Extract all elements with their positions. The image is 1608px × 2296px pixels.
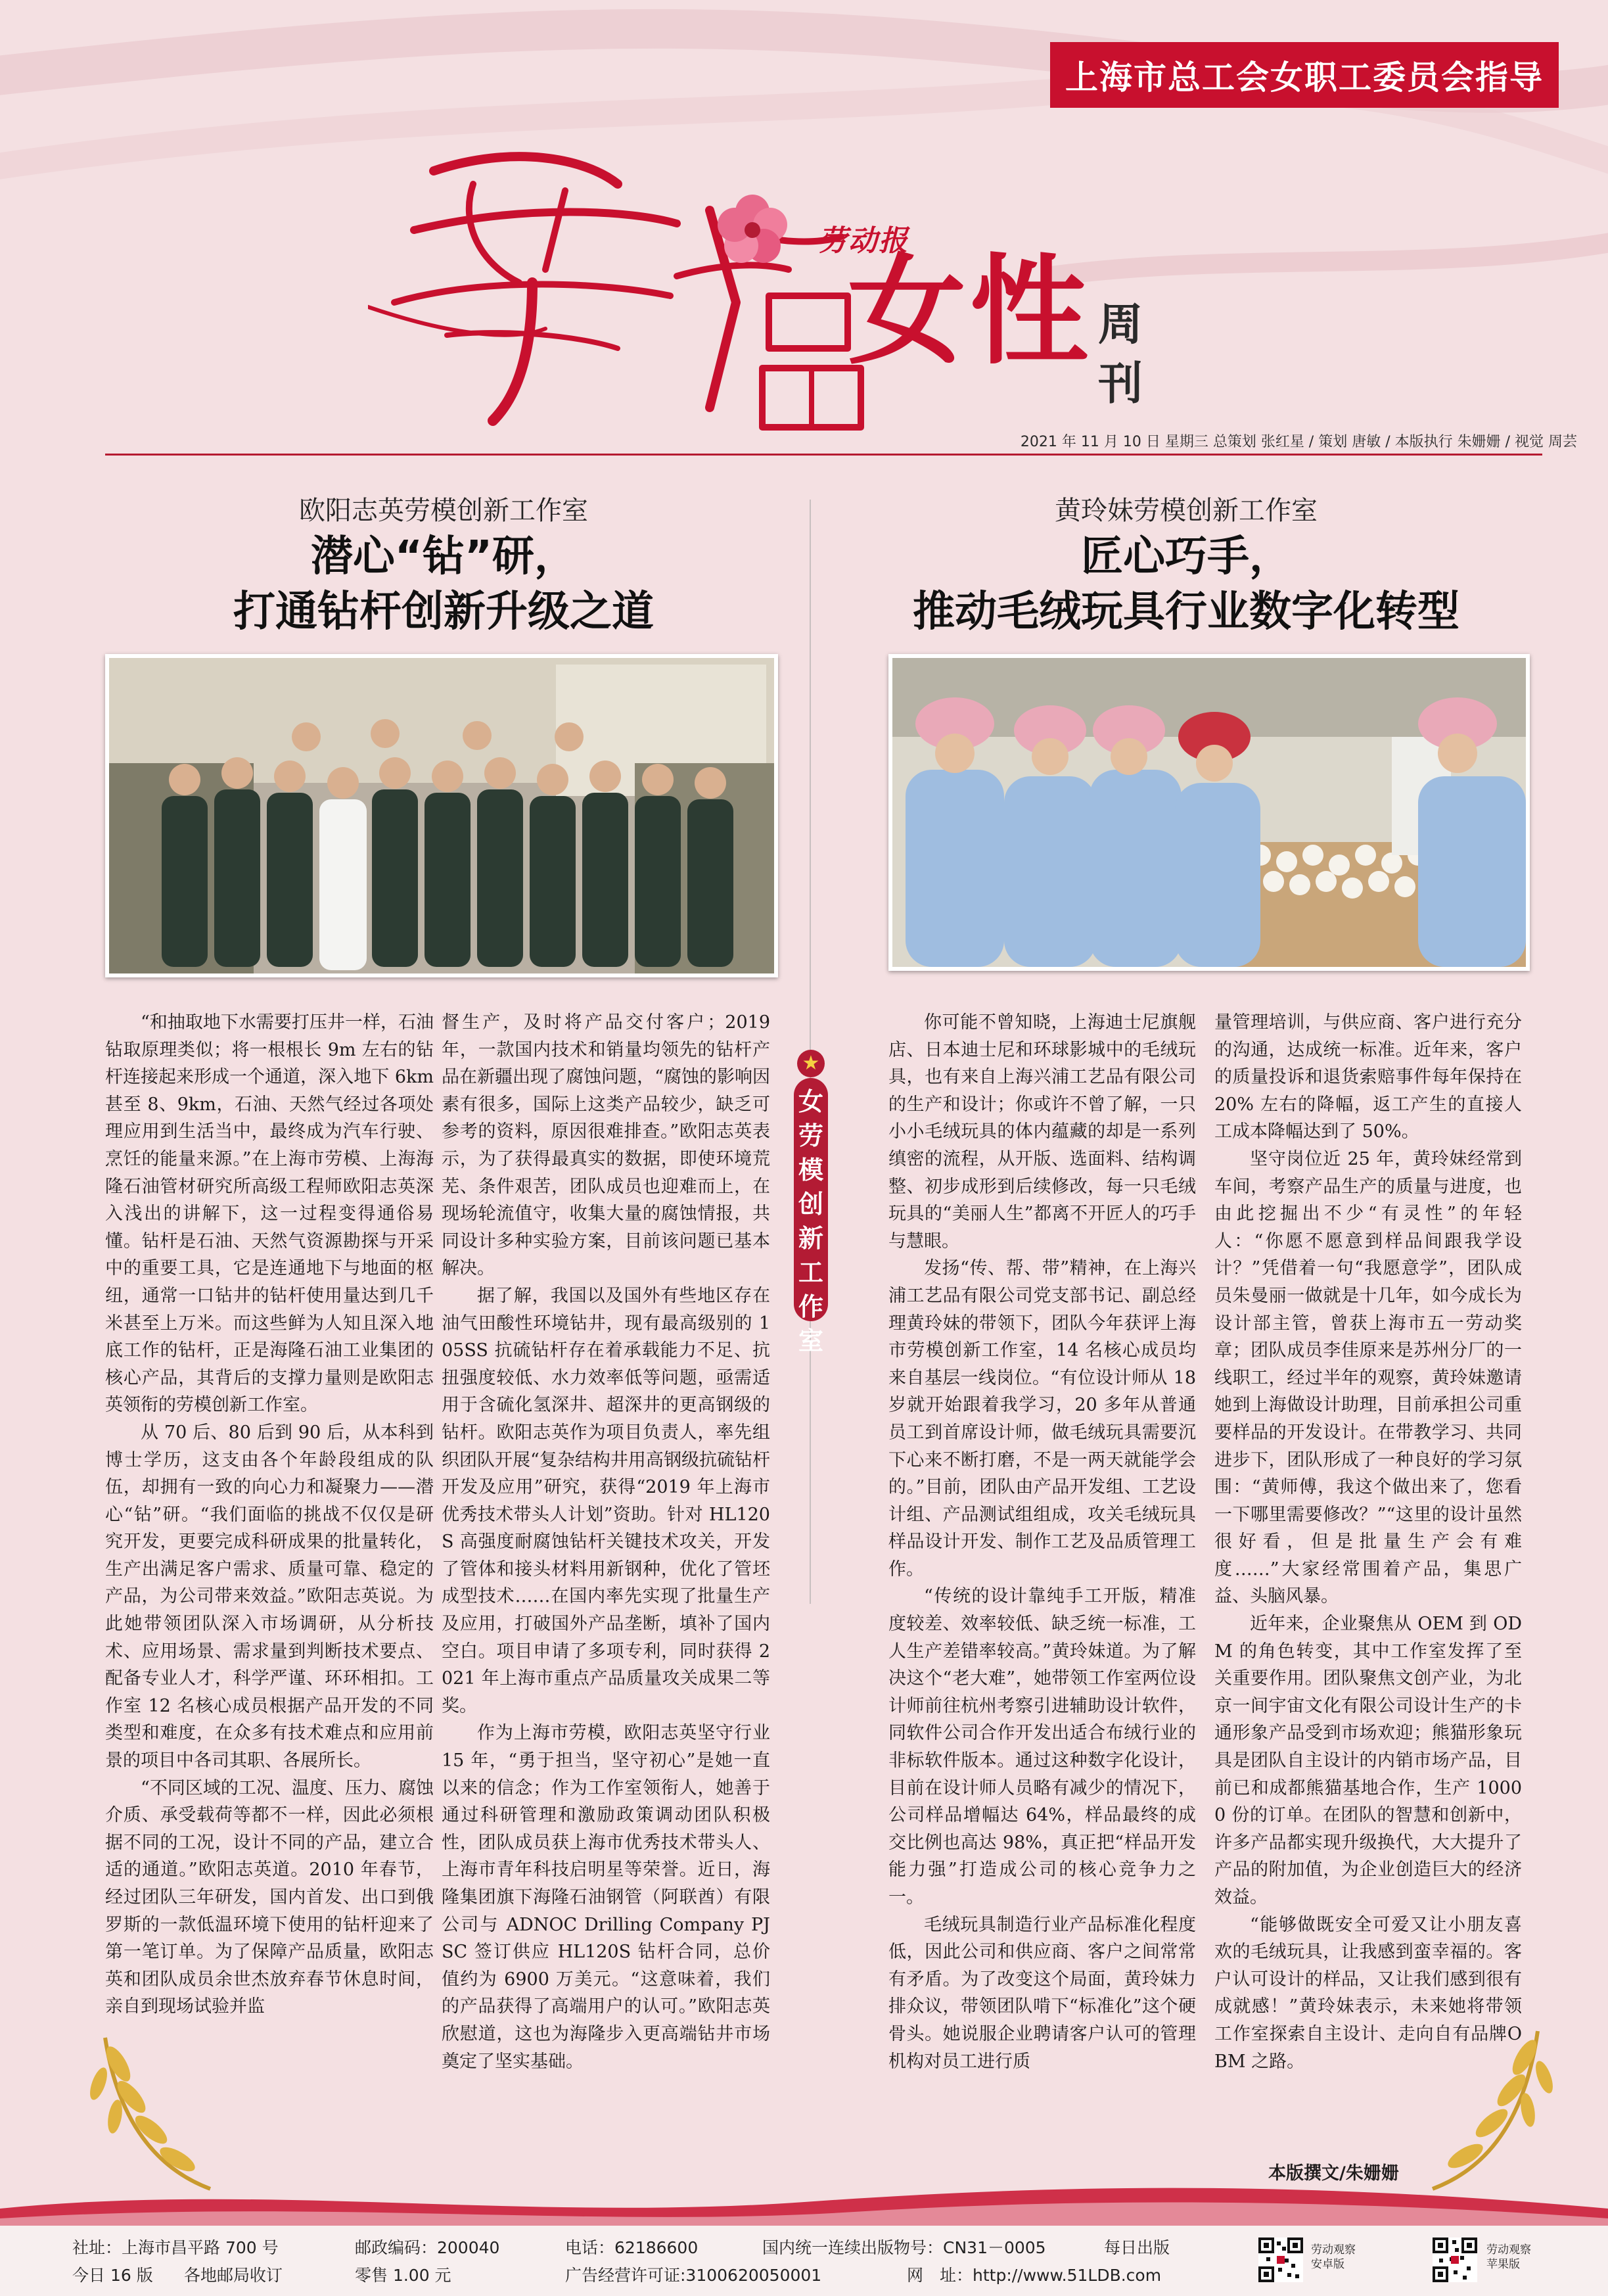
masthead-title: 女性 <box>848 243 1093 381</box>
footer-address: 社址：上海市昌平路 700 号 <box>72 2238 279 2257</box>
paragraph: 作为上海市劳模，欧阳志英坚守行业 15 年，“勇于担当，坚守初心”是她一直以来的信念；作为工作室领衔人，她善于通过科研管理和激励政策调动团队积极性，团队成员获上海市优秀技术带头人、上海市青年科技启明星等荣誉。近日，海隆集团旗下海隆石油钢管（阿联酋）有限公司与 ADNOC Drilling Company PJSC 签订供应 HL120S 钻杆合同，总价值约为 6900 万美元。“这意味着，我们的产品获得了高端用户的认可。”欧阳志英欣慰道，这也为海隆步入更高端钻井市场奠定了坚实基础。 <box>442 1723 770 2072</box>
right-headline-line-1: 匠心巧手， <box>1081 532 1291 581</box>
right-story-column-2 <box>1214 1009 1522 2075</box>
paragraph: 毛绒玩具制造行业产品标准化程度低，因此公司和供应商、客户之间常常有矛盾。为了改变这个局面，黄玲妹力排众议，带领团队啃下“标准化”这个硬骨头。她说服企业聘请客户认可的管理机构对员工进行质 <box>888 1914 1196 2072</box>
brand-label: 劳动报 <box>818 224 909 258</box>
team-photo <box>105 654 778 977</box>
paragraph: 坚守岗位近 25 年，黄玲妹经常到车间，考察产品生产的质量与进度，也由此挖掘出不少“有灵性”的年轻人：“你愿不愿意到样品间跟我学设计？”凭借着一句“我愿意学”，团队成员朱曼丽一做就是十几年，如今成长为设计部主管，曾获上海市五一劳动奖章；团队成员李佳原来是苏州分厂的一线职工，经过半年的观察，黄玲妹邀请她到上海做设计助理，目前承担公司重要样品的开发设计。在带教学习、共同进步下，团队形成了一种良好的学习氛围：“黄师傅，我这个做出来了，您看一下哪里需要修改？”“这里的设计虽然很好看，但是批量生产会有难度……”大家经常围着产品，集思广益、头脑风暴。 <box>1214 1148 1522 1607</box>
workers-photo <box>888 654 1530 971</box>
edition-char-1: 周 <box>1097 299 1143 351</box>
footer-ad-license: 广告经营许可证:3100620050001 <box>565 2266 822 2285</box>
left-story-column-1 <box>105 1009 434 2021</box>
paragraph: 量管理培训，与供应商、客户进行充分的沟通，达成统一标准。近年来，客户的质量投诉和退货索赔事件每年保持在 20% 左右的降幅，返工产生的直接人工成本降幅达到了 50%。 <box>1214 1012 1522 1142</box>
paragraph: “不同区域的工况、温度、压力、腐蚀介质、承受载荷等都不一样，因此必须根据不同的工况，设计不同的产品，建立合适的通道。”欧阳志英道。2010 年春节，经过团队三年研发，国内首发、出口到俄罗斯的一款低温环境下使用的钻杆迎来了第一笔订单。为了保障产品质量，欧阳志英和团队成员余世杰放弃春节休息时间，亲自到现场试验并监 <box>105 1777 434 2017</box>
sponsor-banner: 上海市总工会女职工委员会指导 <box>1050 42 1559 108</box>
right-story-column-1 <box>888 1009 1196 2075</box>
footer-phone: 电话：62186600 <box>565 2238 699 2257</box>
paragraph: 近年来，企业聚焦从 OEM 到 ODM 的角色转变，其中工作室发挥了至关重要作用。团队聚焦文创产业，为北京一间宇宙文化有限公司设计生产的卡通形象产品受到市场欢迎；熊猫形象玩具是团队自主设计的内销市场产品，目前已和成都熊猫基地合作，生产 10000 份的订单。在团队的智慧和创新中，许多产品都实现升级换代，大大提升了产品的附加值，为企业创造巨大的经济效益。 <box>1214 1614 1522 1908</box>
qr-label-line: 安卓版 <box>1311 2258 1344 2271</box>
left-story-column-2 <box>442 1009 770 2075</box>
footer-pages: 今日 16 版 <box>72 2266 153 2285</box>
byline: 本版撰文/朱姗姗 <box>1268 2163 1399 2184</box>
right-headline-line-2: 推动毛绒玩具行业数字化转型 <box>913 588 1459 636</box>
paragraph: “和抽取地下水需要打压井一样，石油钻取原理类似；将一根根长 9m 左右的钻杆连接起来形成一个通道，深入地下 6km 甚至 8、9km，石油、天然气经过各项处理应用到生活当中，最终成为汽车行驶、烹饪的能量来源。”在上海市劳模、上海海隆石油管材研究所高级工程师欧阳志英深入浅出的讲解下，这一过程变得通俗易懂。钻杆是石油、天然气资源勘探与开采中的重要工具，它是连通地下与地面的枢纽，通常一口钻井的钻杆使用量达到几千米甚至上万米。而这些鲜为人知且深入地底工作的钻杆，正是海隆石油工业集团的核心产品，其背后的支撑力量则是欧阳志英领衔的劳模创新工作室。 <box>105 1012 434 1416</box>
paragraph: 从 70 后、80 后到 90 后，从本科到博士学历，这支由各个年龄段组成的队伍，却拥有一致的向心力和凝聚力——潜心“钻”研。“我们面临的挑战不仅仅是研究开发，更要完成科研成果的批量转化，生产出满足客户需求、质量可靠、稳定的产品，为公司带来效益。”欧阳志英说。为此她带领团队深入市场调研，从分析技术、应用场景、需求量到判断技术要点、配备专业人才，科学严谨、环环相扣。工作室 12 名核心成员根据产品开发的不同类型和难度，在众多有技术难点和应用前景的项目中各司其职、各展所长。 <box>105 1422 434 1771</box>
laurel-left-icon <box>79 2025 237 2195</box>
qr-code-ios[interactable] <box>1433 2237 1477 2282</box>
left-headline <box>99 529 789 640</box>
left-headline-line-2: 打通钻杆创新升级之道 <box>233 588 654 636</box>
qr-label-android <box>1311 2243 1356 2272</box>
footer-subscribe: 各地邮局收订 <box>184 2266 283 2285</box>
qr-label-line: 劳动观察 <box>1311 2243 1356 2257</box>
footer-website[interactable]: 网 址：http://www.51LDB.com <box>907 2266 1162 2285</box>
paragraph: “传统的设计靠纯手工开版，精准度较差、效率较低、缺乏统一标准，工人生产差错率较高。”黄玲妹道。为了解决这个“老大难”，她带领工作室两位设计师前往杭州考察引进辅助设计软件，同软件公司合作开发出适合布绒行业的非标软件版本。通过这种数字化设计，目前在设计师人员略有减少的情况下，公司样品增幅达 64%，样品最终的成交比例也高达 98%，真正把“样品开发能力强”打造成公司的核心竞争力之一。 <box>888 1586 1196 1908</box>
right-headline <box>848 529 1525 640</box>
star-icon: ★ <box>797 1050 825 1077</box>
paragraph: 督生产，及时将产品交付客户；2019 年，一款国内技术和销量均领先的钻杆产品在新疆出现了腐蚀问题，“腐蚀的影响因素有很多，国际上这类产品较少，缺乏可参考的资料，原因很难排查。”欧阳志英表示，为了获得最真实的数据，即使环境荒芜、条件艰苦，团队成员也迎难而上，在现场轮流值守，收集大量的腐蚀情报，共同设计多种实验方案，目前该问题已基本解决。 <box>442 1012 770 1279</box>
right-kicker: 黄玲妹劳模创新工作室 <box>1055 496 1318 526</box>
edition-label <box>1094 296 1147 414</box>
laurel-right-icon <box>1406 2018 1564 2195</box>
left-headline-line-1: 潜心“钻”研， <box>310 532 577 581</box>
qr-label-line: 劳动观察 <box>1486 2243 1531 2257</box>
footer-price: 零售 1.00 元 <box>355 2266 451 2285</box>
paragraph: 据了解，我国以及国外有些地区存在油气田酸性环境钻井，现有最高级别的 105SS 抗硫钻杆存在着承载能力不足、抗扭强度较低、水力效率低等问题，亟需适用于含硫化氢深井、超深井的更高钢级的钻杆。欧阳志英作为项目负责人，率先组织团队开展“复杂结构井用高钢级抗硫钻杆开发及应用”研究，获得“2019 年上海市优秀技术带头人计划”资助。针对 HL120S 高强度耐腐蚀钻杆关键技术攻关，开发了管体和接头材料用新钢种，优化了管坯成型技术……在国内率先实现了批量生产及应用，打破国外产品垄断，填补了国内空白。项目申请了多项专利，同时获得 2021 年上海市重点产品质量攻关成果二等奖。 <box>442 1285 770 1716</box>
footer <box>0 2226 1608 2296</box>
left-kicker: 欧阳志英劳模创新工作室 <box>299 496 588 526</box>
qr-label-line: 苹果版 <box>1486 2258 1520 2271</box>
paragraph: 发扬“传、帮、带”精神，在上海兴浦工艺品有限公司党支部书记、副总经理黄玲妹的带领下，团队今年获评上海市劳模创新工作室，14 名核心成员均来自基层一线岗位。“有位设计师从 18 岁就开始跟着我学习，20 多年从普通员工到首席设计师，做毛绒玩具需要沉下心来不断打磨，不是一两天就能学会的。”目前，团队由产品开发组、工艺设计组、产品测试组组成，攻关毛绒玩具样品设计开发、制作工艺及品质管理工作。 <box>888 1258 1196 1580</box>
footer-postcode: 邮政编码：200040 <box>355 2238 500 2257</box>
paragraph: “能够做既安全可爱又让小朋友喜欢的毛绒玩具，让我感到蛮幸福的。客户认可设计的样品，又让我们感到很有成就感！”黄玲妹表示，未来她将带领工作室探索自主设计、走向自有品牌OBM 之路。 <box>1214 1914 1522 2072</box>
top-divider <box>105 454 1542 456</box>
footer-cn-number: 国内统一连续出版物号：CN31－0005 <box>762 2238 1046 2257</box>
paragraph: 你可能不曾知晓，上海迪士尼旗舰店、日本迪士尼和环球影城中的毛绒玩具，也有来自上海兴浦工艺品有限公司的生产和设计；你或许不曾了解，一只小小毛绒玩具的体内蕴藏的却是一系列缜密的流程，从开版、选面料、结构调整、初步成形到后续修改，每一只毛绒玩具的“美丽人生”都离不开匠人的巧手与慧眼。 <box>888 1012 1196 1252</box>
section-label: 女劳模创新工作室 <box>794 1078 828 1321</box>
dateline: 2021 年 11 月 10 日 星期三 总策划 张红星 / 策划 唐敏 / 本版执行 朱姗姗 / 视觉 周芸 <box>1020 434 1577 450</box>
qr-label-ios <box>1486 2243 1531 2272</box>
footer-daily: 每日出版 <box>1104 2238 1170 2257</box>
footer-wave <box>0 2182 1608 2228</box>
edition-char-2: 刊 <box>1097 358 1143 410</box>
qr-code-android[interactable] <box>1258 2237 1303 2282</box>
